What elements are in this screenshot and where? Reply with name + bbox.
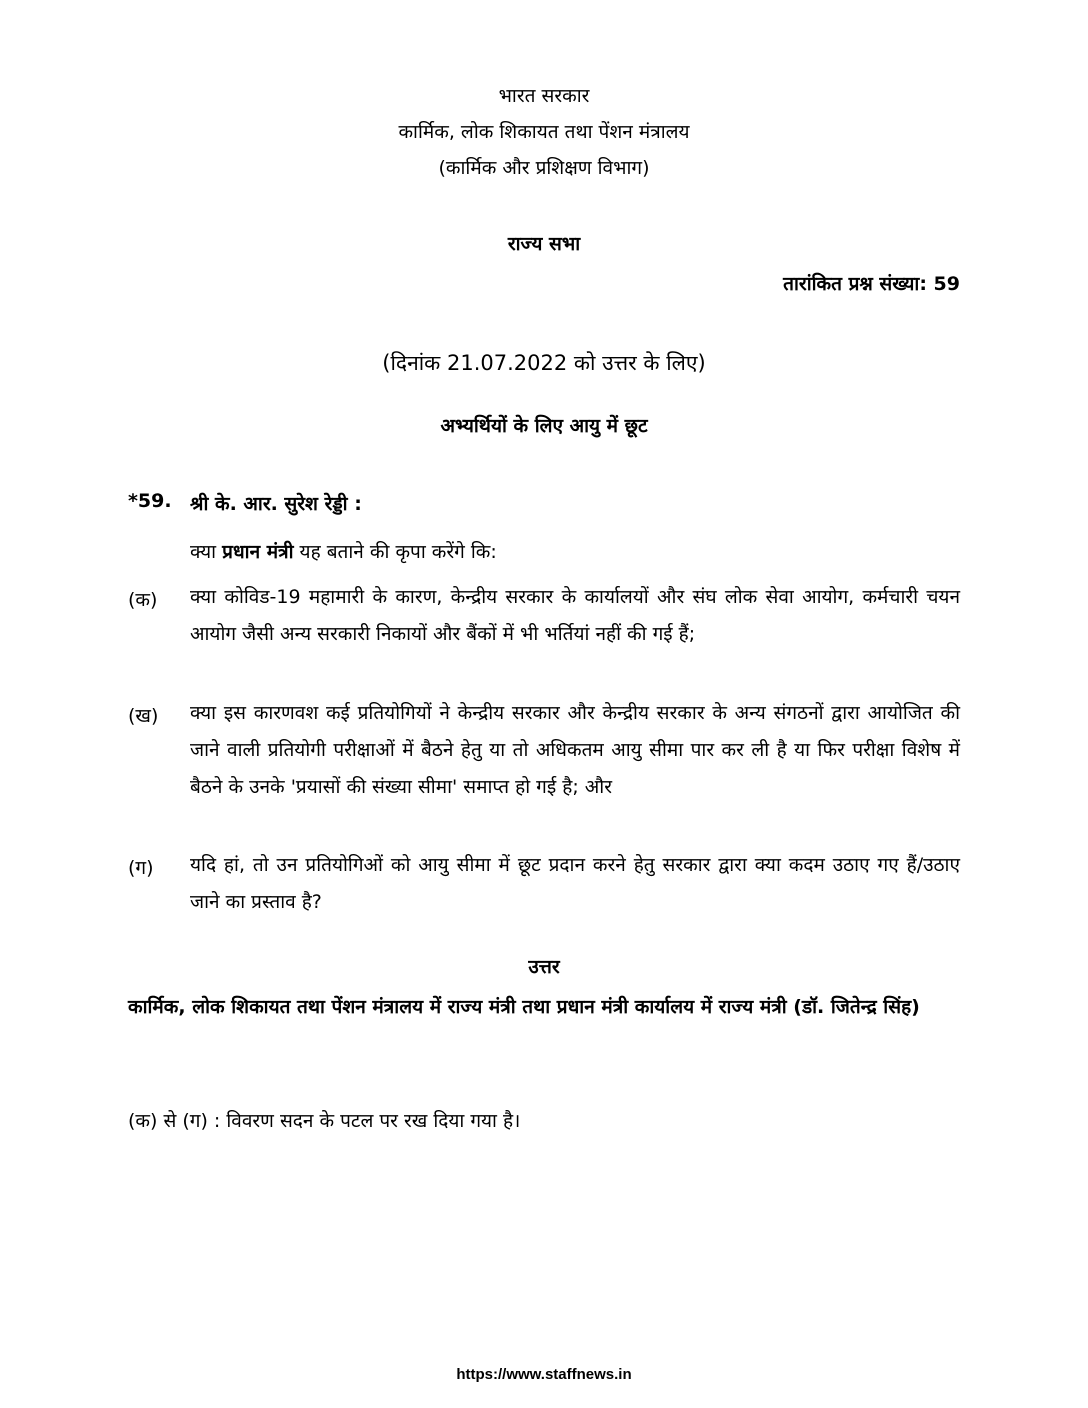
part-c-text: यदि हां, तो उन प्रतियोगिओं को आयु सीमा में छूट प्रदान करने हेतु सरकार द्वारा क्या कदम उठाए गए हैं/उठाए जाने का प्रस्ताव है? (190, 854, 960, 913)
part-b-text: क्या इस कारणवश कई प्रतियोगियों ने केन्द्रीय सरकार और केन्द्रीय सरकार के अन्य संगठनों द्वारा आयोजित की जाने वाली प्रतियोगी परीक्षाओं में बैठने हेतु या तो अधिकतम आयु सीमा पार कर ली है या फिर परीक्षा विशेष में बैठने के उनके 'प्रयासों की संख्या सीमा' समाप्त हो गई है; और (190, 702, 960, 798)
intro-suffix: यह बताने की कृपा करेंगे कि: (293, 541, 497, 563)
question-intro (190, 538, 497, 564)
intro-prefix: क्या (190, 541, 223, 563)
question-number: *59. (128, 490, 172, 512)
house-name: राज्य सभा (507, 233, 581, 255)
footer-url: https://www.staffnews.in (456, 1366, 632, 1383)
part-a-label: (क) (128, 589, 158, 611)
part-c-label: (ग) (128, 857, 154, 879)
answer-heading: उत्तर (528, 956, 560, 978)
ministry-heading: कार्मिक, लोक शिकायत तथा पेंशन मंत्रालय (398, 121, 690, 143)
question-number-line: तारांकित प्रश्न संख्या: 59 (783, 273, 960, 295)
member-name: श्री के. आर. सुरेश रेड्डी : (190, 493, 362, 515)
intro-bold: प्रधान मंत्री (222, 541, 294, 563)
government-heading: भारत सरकार (498, 85, 590, 107)
subject-title: अभ्यर्थियों के लिए आयु में छूट (440, 415, 648, 437)
part-a-text: क्या कोविड-19 महामारी के कारण, केन्द्रीय सरकार के कार्यालयों और संघ लोक सेवा आयोग, कर्मचारी चयन आयोग जैसी अन्य सरकारी निकायों और बैंकों में भी भर्तियां नहीं की गई हैं; (190, 586, 960, 645)
answer-date-line: (दिनांक 21.07.2022 को उत्तर के लिए) (382, 351, 706, 375)
answering-minister: कार्मिक, लोक शिकायत तथा पेंशन मंत्रालय में राज्य मंत्री तथा प्रधान मंत्री कार्यालय में राज्य मंत्री (डॉ. जितेन्द्र सिंह) (128, 996, 920, 1018)
department-heading: (कार्मिक और प्रशिक्षण विभाग) (438, 157, 650, 179)
answer-statement: (क) से (ग) : विवरण सदन के पटल पर रख दिया गया है। (128, 1110, 521, 1132)
part-b-label: (ख) (128, 705, 159, 727)
